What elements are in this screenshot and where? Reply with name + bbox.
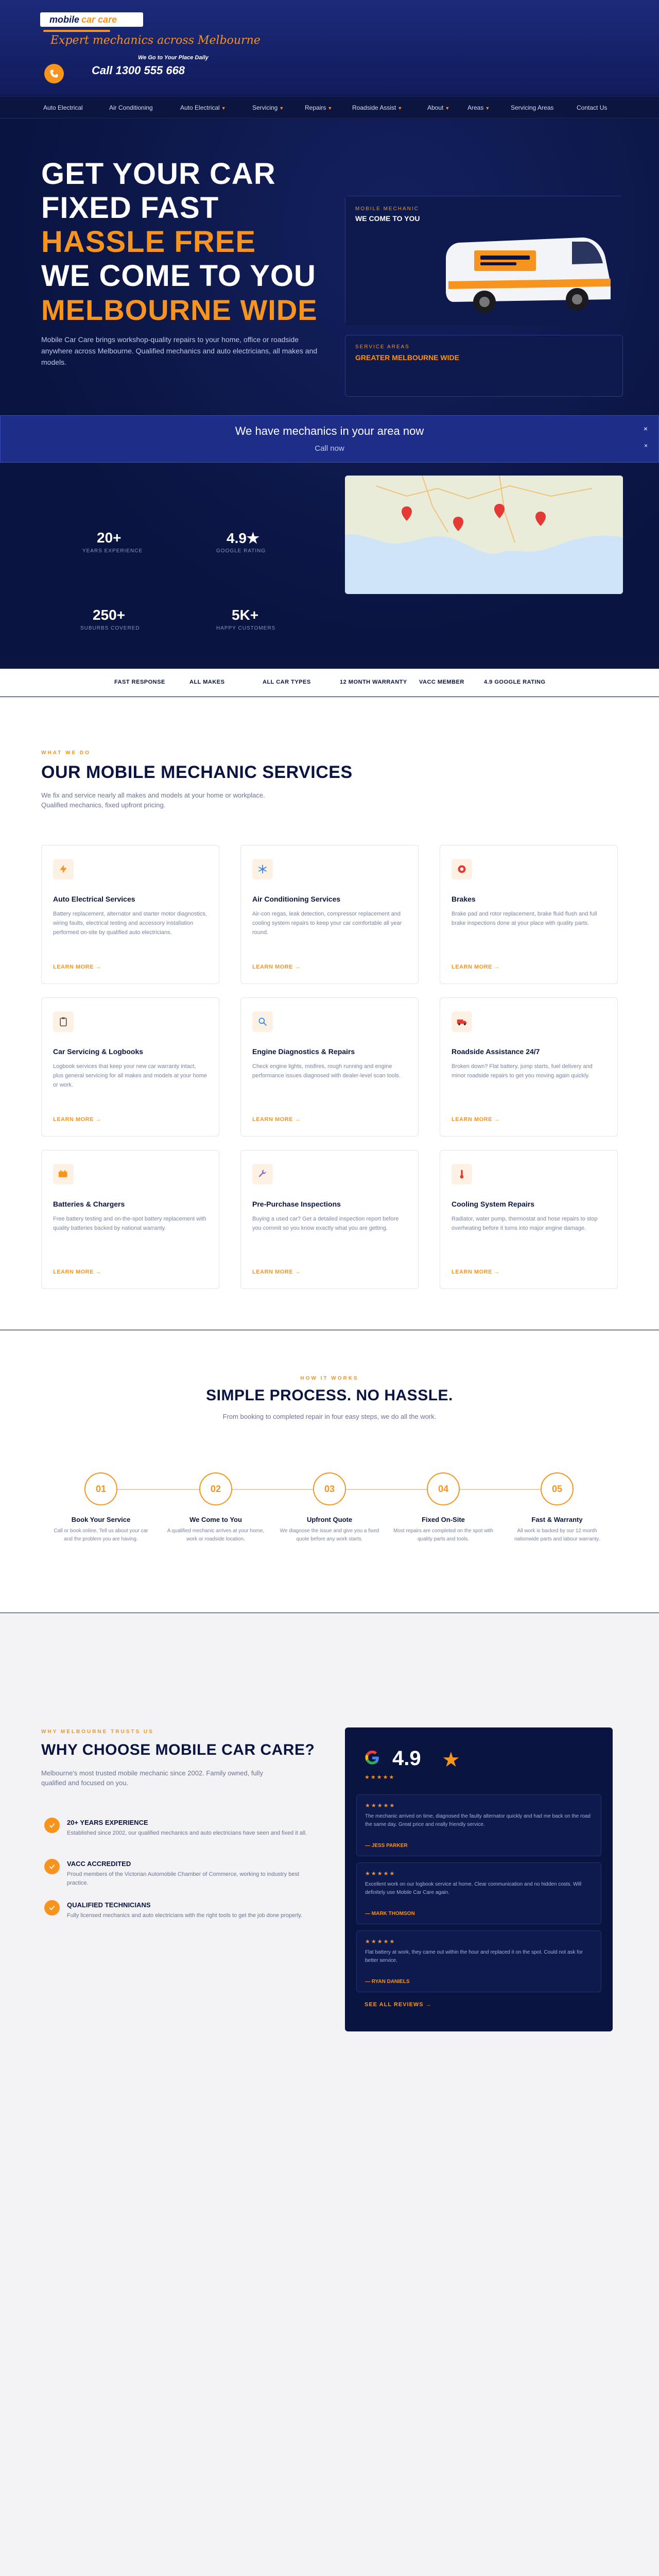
service-card[interactable] — [440, 845, 618, 984]
service-title: Batteries & Chargers — [53, 1200, 125, 1208]
phone-icon[interactable] — [44, 64, 64, 83]
hero-headline-line: GET YOUR CAR — [41, 157, 276, 191]
service-description: Buying a used car? Get a detailed inspection report before you commit so you know exactly what you are getting. — [252, 1216, 399, 1231]
step-number: 02 — [199, 1472, 232, 1505]
service-card[interactable] — [440, 997, 618, 1137]
banner-title: We have mechanics in your area now — [235, 425, 424, 437]
rating-stars: ★★★★★ — [365, 1774, 395, 1781]
service-description: Broken down? Flat battery, jump starts, fuel delivery and minor roadside repairs to get you moving again quickly. — [452, 1063, 593, 1079]
clipboard-icon — [53, 1011, 74, 1032]
step-title: Upfront Quote — [306, 1516, 353, 1523]
banner-call-link[interactable]: Call now — [315, 444, 344, 453]
service-card[interactable] — [240, 997, 419, 1137]
learn-more-link[interactable]: LEARN MORE → — [53, 1116, 101, 1123]
nav-item[interactable]: Repairs ▼ — [305, 104, 333, 111]
review-author: — JESS PARKER — [365, 1843, 408, 1849]
trust-item: 12 MONTH WARRANTY — [340, 679, 407, 685]
review-text: Excellent work on our logbook service at home. Clear communication and no hidden costs. Will definitely use Mobile Car Care again. — [365, 1882, 582, 1895]
check-icon — [44, 1859, 60, 1874]
service-card[interactable] — [240, 845, 419, 984]
stat-label: HAPPY CUSTOMERS — [216, 625, 276, 631]
truck-icon — [452, 1011, 472, 1032]
service-card[interactable] — [240, 1150, 419, 1289]
search-icon — [252, 1011, 273, 1032]
review-text: The mechanic arrived on time, diagnosed the faulty alternator quickly and had me back on the road the same day. Great price and really friendly service. — [365, 1814, 591, 1827]
step-number: 01 — [84, 1472, 117, 1505]
phone-number-link[interactable]: Call 1300 555 668 — [92, 64, 185, 77]
review-card — [356, 1930, 601, 1992]
nav-item[interactable]: About ▼ — [427, 104, 450, 111]
google-reviews-panel — [345, 1727, 613, 2031]
map-card-label: SERVICE AREAS — [355, 344, 410, 350]
van-card-label: MOBILE MECHANIC — [355, 206, 419, 212]
process-section — [0, 1330, 659, 1613]
nav-item[interactable]: Air Conditioning — [109, 104, 153, 111]
review-author: — MARK THOMSON — [365, 1911, 415, 1917]
step-description: Most repairs are completed on the spot with quality parts and tools. — [393, 1528, 493, 1542]
service-description: Brake pad and rotor replacement, brake fluid flush and full brake inspections done at your place with quality parts. — [452, 911, 597, 926]
process-subtitle: From booking to completed repair in four easy steps, we do all the work. — [222, 1413, 437, 1420]
rating-stars: ★★★★★ — [365, 1803, 396, 1809]
step-description: All work is backed by our 12 month nationwide parts and labour warranty. — [514, 1528, 600, 1542]
trust-item: VACC MEMBER — [419, 679, 464, 685]
nav-item[interactable]: Contact Us — [577, 104, 608, 111]
service-title: Brakes — [452, 895, 476, 903]
logo-text: mobile — [49, 14, 80, 25]
service-description: Free battery testing and on-the-spot battery replacement with quality batteries backed by national warranty. — [53, 1216, 206, 1231]
why-title: WHY CHOOSE MOBILE CAR CARE? — [41, 1741, 315, 1758]
service-card[interactable] — [41, 997, 219, 1137]
hero-headline-line: WE COME TO YOU — [41, 259, 316, 293]
logo-underline — [43, 30, 110, 32]
stat-label: GOOGLE RATING — [216, 548, 266, 554]
close-icon[interactable]: × — [644, 442, 648, 449]
rating-stars: ★★★★★ — [365, 1939, 396, 1945]
step-description: Call or book online. Tell us about your car and the problem you are having. — [54, 1528, 148, 1542]
learn-more-link[interactable]: LEARN MORE → — [53, 964, 101, 970]
bolt-icon — [53, 859, 74, 879]
step-number: 04 — [427, 1472, 460, 1505]
stat-number: 4.9★ — [227, 530, 260, 546]
site-logo[interactable] — [40, 12, 143, 27]
step-title: We Come to You — [189, 1516, 242, 1523]
learn-more-link[interactable]: LEARN MORE → — [452, 1269, 500, 1275]
step-description: A qualified mechanic arrives at your home, work or roadside location. — [167, 1528, 265, 1542]
service-title: Cooling System Repairs — [452, 1200, 535, 1208]
all-reviews-link[interactable]: SEE ALL REVIEWS → — [365, 2002, 432, 2008]
header-tagline: Expert mechanics across Melbourne — [50, 34, 261, 47]
step-number: 05 — [541, 1472, 574, 1505]
process-title: SIMPLE PROCESS. NO HASSLE. — [206, 1387, 453, 1404]
process-kicker: HOW IT WORKS — [300, 1376, 359, 1381]
rating-stars: ★★★★★ — [365, 1871, 396, 1877]
service-card[interactable] — [440, 1150, 618, 1289]
service-card[interactable] — [41, 1150, 219, 1289]
stat-label: YEARS EXPERIENCE — [82, 548, 143, 554]
close-icon[interactable]: × — [643, 425, 648, 433]
check-icon — [44, 1818, 60, 1833]
review-text: Flat battery at work, they came out within the hour and replaced it on the spot. Could not ask for better service. — [365, 1950, 583, 1963]
service-description: Air-con regas, leak detection, compressor replacement and cooling system repairs to keep your car comfortable all year round. — [252, 911, 402, 936]
service-title: Car Servicing & Logbooks — [53, 1047, 144, 1056]
brake-icon — [452, 859, 472, 879]
service-title: Pre-Purchase Inspections — [252, 1200, 341, 1208]
rating-number: 4.9 — [392, 1747, 421, 1770]
service-title: Engine Diagnostics & Repairs — [252, 1047, 355, 1056]
trust-item: 4.9 GOOGLE RATING — [484, 679, 546, 685]
nav-item[interactable]: Auto Electrical — [43, 104, 83, 111]
learn-more-link[interactable]: LEARN MORE → — [53, 1269, 101, 1275]
wrench-icon — [252, 1164, 273, 1184]
nav-item[interactable]: Auto Electrical ▼ — [180, 104, 226, 111]
step-title: Fixed On-Site — [422, 1516, 465, 1523]
google-icon — [363, 1749, 381, 1767]
map-card-title: GREATER MELBOURNE WIDE — [355, 353, 459, 362]
trust-item: FAST RESPONSE — [114, 679, 165, 685]
review-card — [356, 1794, 601, 1856]
why-item-description: Established since 2002, our qualified mechanics and auto electricians have seen and fixed it all. — [67, 1830, 307, 1836]
service-description: Battery replacement, alternator and starter motor diagnostics, wiring faults, electrical testing and accessory installation performed on-site by qualified auto electricians. — [53, 911, 207, 936]
van-card-title: WE COME TO YOU — [355, 214, 420, 223]
services-kicker: WHAT WE DO — [41, 750, 91, 756]
step-number: 03 — [313, 1472, 346, 1505]
service-description: Radiator, water pump, thermostat and hose repairs to stop overheating before it turns into major engine damage. — [452, 1216, 598, 1231]
trust-item: ALL CAR TYPES — [263, 679, 311, 685]
why-item-title: VACC ACCREDITED — [67, 1860, 131, 1868]
trust-bar — [0, 669, 659, 697]
check-icon — [44, 1900, 60, 1916]
snowflake-icon — [252, 859, 273, 879]
service-card[interactable] — [41, 845, 219, 984]
site-header — [0, 0, 659, 95]
nav-item[interactable]: Servicing ▼ — [252, 104, 284, 111]
why-item-title: QUALIFIED TECHNICIANS — [67, 1901, 151, 1909]
review-author: — RYAN DANIELS — [365, 1979, 410, 1985]
learn-more-link[interactable]: LEARN MORE → — [252, 1269, 301, 1275]
step-description: We diagnose the issue and give you a fixed quote before any work starts. — [280, 1528, 379, 1542]
stat-number: 5K+ — [232, 607, 259, 623]
service-title: Air Conditioning Services — [252, 895, 341, 903]
stat-number: 20+ — [97, 530, 122, 546]
why-subtitle: Melbourne's most trusted mobile mechanic since 2002. Family owned, fully qualified and focused on you. — [41, 1769, 263, 1787]
service-description: Check engine lights, misfires, rough running and engine performance issues diagnosed with dealer-level scan tools. — [252, 1063, 401, 1079]
why-kicker: WHY MELBOURNE TRUSTS US — [41, 1729, 154, 1735]
hero-description: Mobile Car Care brings workshop-quality repairs to your home, office or roadside anywhere across Melbourne. Qualified mechanics and auto electricians, all makes and models. — [41, 335, 318, 366]
learn-more-link[interactable]: LEARN MORE → — [252, 1116, 301, 1123]
hero-headline-line: MELBOURNE WIDE — [41, 294, 318, 326]
step-title: Book Your Service — [71, 1516, 131, 1523]
learn-more-link[interactable]: LEARN MORE → — [452, 964, 500, 970]
nav-item[interactable]: Areas ▼ — [467, 104, 490, 111]
learn-more-link[interactable]: LEARN MORE → — [452, 1116, 500, 1123]
service-area-map[interactable] — [345, 476, 623, 594]
service-description: Logbook services that keep your new car warranty intact, plus general servicing for all makes and models at your home or work. — [53, 1063, 207, 1088]
service-title: Roadside Assistance 24/7 — [452, 1047, 540, 1056]
nav-item[interactable]: Servicing Areas — [511, 104, 554, 111]
learn-more-link[interactable]: LEARN MORE → — [252, 964, 301, 970]
review-card — [356, 1862, 601, 1924]
phone-subtext: We Go to Your Place Daily — [138, 55, 209, 61]
area-availability-banner[interactable] — [0, 415, 659, 463]
battery-icon — [53, 1164, 74, 1184]
main-navigation — [0, 96, 659, 118]
why-item-description: Fully licensed mechanics and auto electricians with the right tools to get the job done properly. — [67, 1912, 303, 1919]
star-icon: ★ — [442, 1749, 460, 1771]
hero-headline-line: HASSLE FREE — [41, 225, 256, 259]
nav-item[interactable]: Roadside Assist ▼ — [352, 104, 403, 111]
trust-item: ALL MAKES — [189, 679, 225, 685]
thermometer-icon — [452, 1164, 472, 1184]
service-title: Auto Electrical Services — [53, 895, 135, 903]
step-title: Fast & Warranty — [531, 1516, 583, 1523]
logo-accent-text: car care — [81, 14, 117, 25]
stat-label: SUBURBS COVERED — [80, 625, 140, 631]
services-title: OUR MOBILE MECHANIC SERVICES — [41, 762, 353, 782]
why-item-description: Proud members of the Victorian Automobile Chamber of Commerce, working to industry best practice. — [67, 1871, 299, 1886]
why-item-title: 20+ YEARS EXPERIENCE — [67, 1819, 148, 1826]
hero-headline-line: FIXED FAST — [41, 191, 219, 225]
services-subtitle: We fix and service nearly all makes and models at your home or workplace. Qualified mechanics, fixed upfront pricing. — [41, 791, 265, 809]
stat-number: 250+ — [93, 607, 126, 623]
